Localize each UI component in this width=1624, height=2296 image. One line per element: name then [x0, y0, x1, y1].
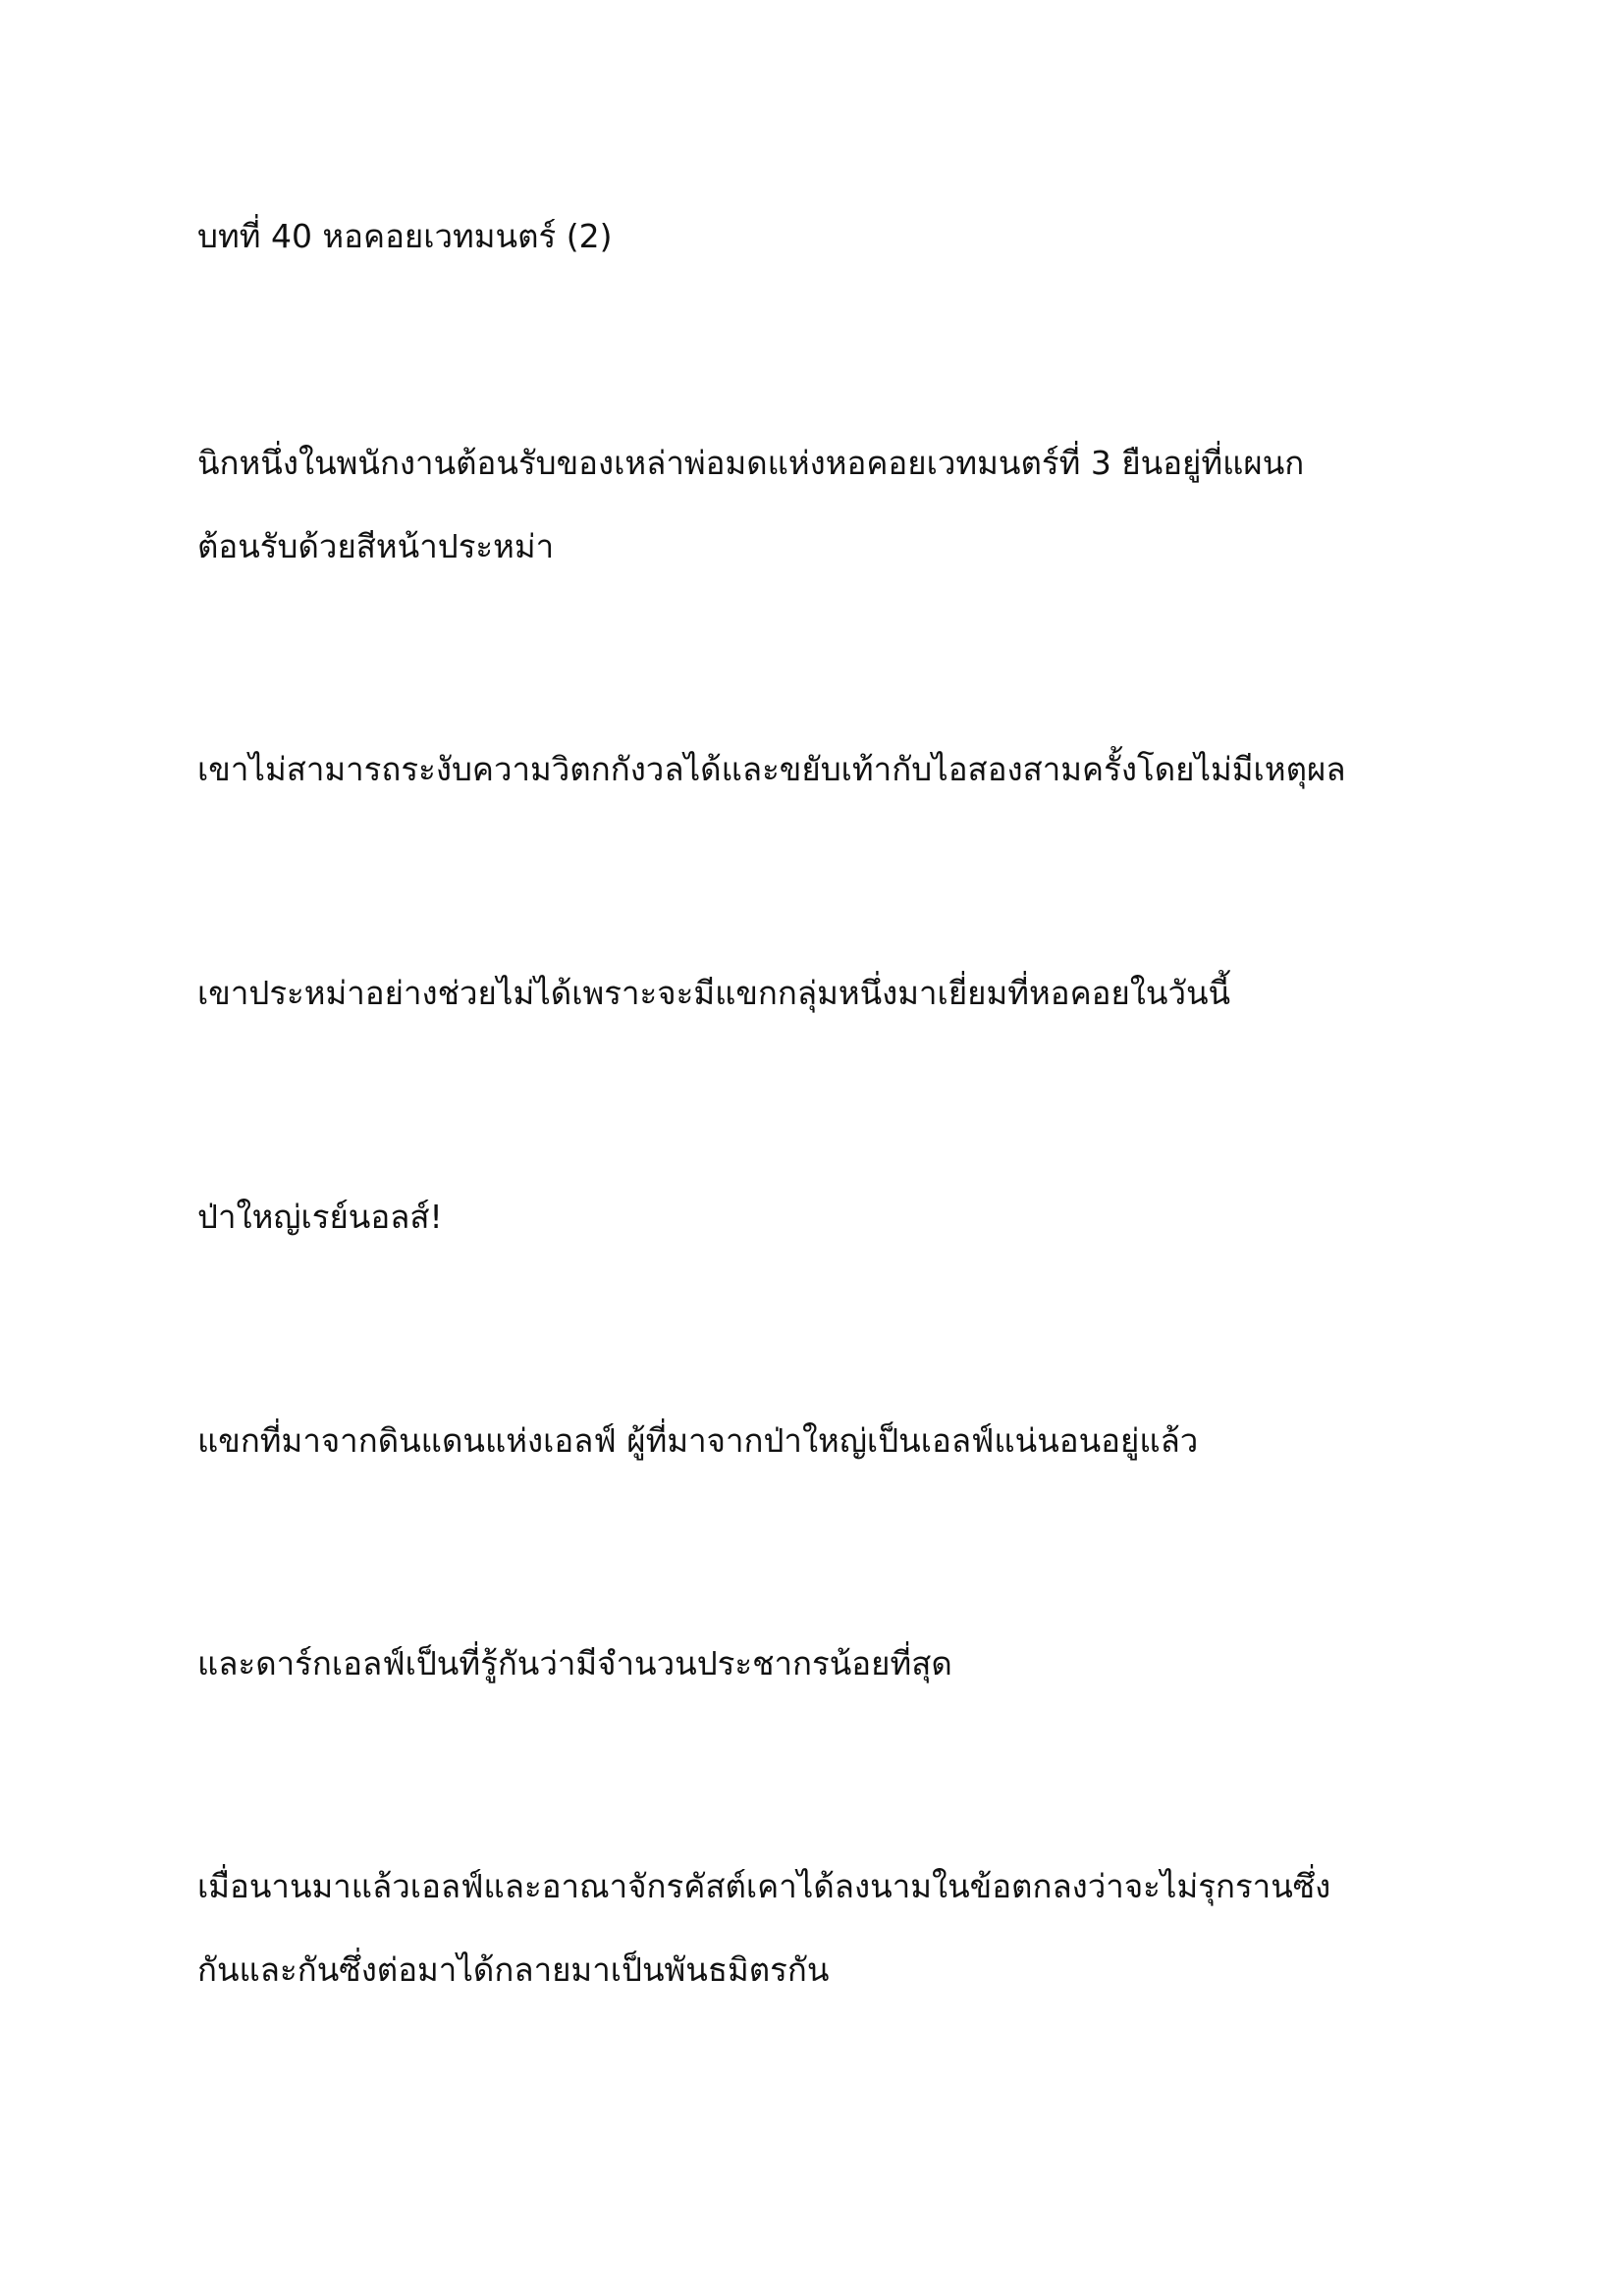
paragraph-3: เขาประหม่าอย่างช่วยไม่ได้เพราะจะมีแขกกลุ่มหนึ่งมาเยี่ยมที่หอคอยในวันนี้: [197, 974, 1231, 1012]
paragraph-7-line-1: เมื่อนานมาแล้วเอลฟ์และอาณาจักรคัสต์เคาได้ลงนามในข้อตกลงว่าจะไม่รุกรานซึ่ง: [197, 1867, 1331, 1905]
paragraph-2: เขาไม่สามารถระงับความวิตกกังวลได้และขยับเท้ากับไอสองสามครั้งโดยไม่มีเหตุผล: [197, 750, 1346, 788]
paragraph-5: แขกที่มาจากดินแดนแห่งเอลฟ์ ผู้ที่มาจากป่าใหญ่เป็นเอลฟ์แน่นอนอยู่แล้ว: [197, 1421, 1199, 1460]
paragraph-1-line-1: นิกหนึ่งในพนักงานต้อนรับของเหล่าพ่อมดแห่งหอคอยเวทมนตร์ที่ 3 ยืนอยู่ที่แผนก: [197, 444, 1305, 482]
paragraph-4: ป่าใหญ่เรย์นอลส์!: [197, 1198, 443, 1236]
paragraph-1-line-2: ต้อนรับด้วยสีหน้าประหม่า: [197, 527, 555, 565]
chapter-title: บทที่ 40 หอคอยเวทมนตร์ (2): [197, 217, 613, 255]
paragraph-6: และดาร์กเอลฟ์เป็นที่รู้กันว่ามีจำนวนประชากรน้อยที่สุด: [197, 1644, 952, 1682]
paragraph-7-line-2: กันและกันซึ่งต่อมาได้กลายมาเป็นพันธมิตรกัน: [197, 1950, 830, 1989]
